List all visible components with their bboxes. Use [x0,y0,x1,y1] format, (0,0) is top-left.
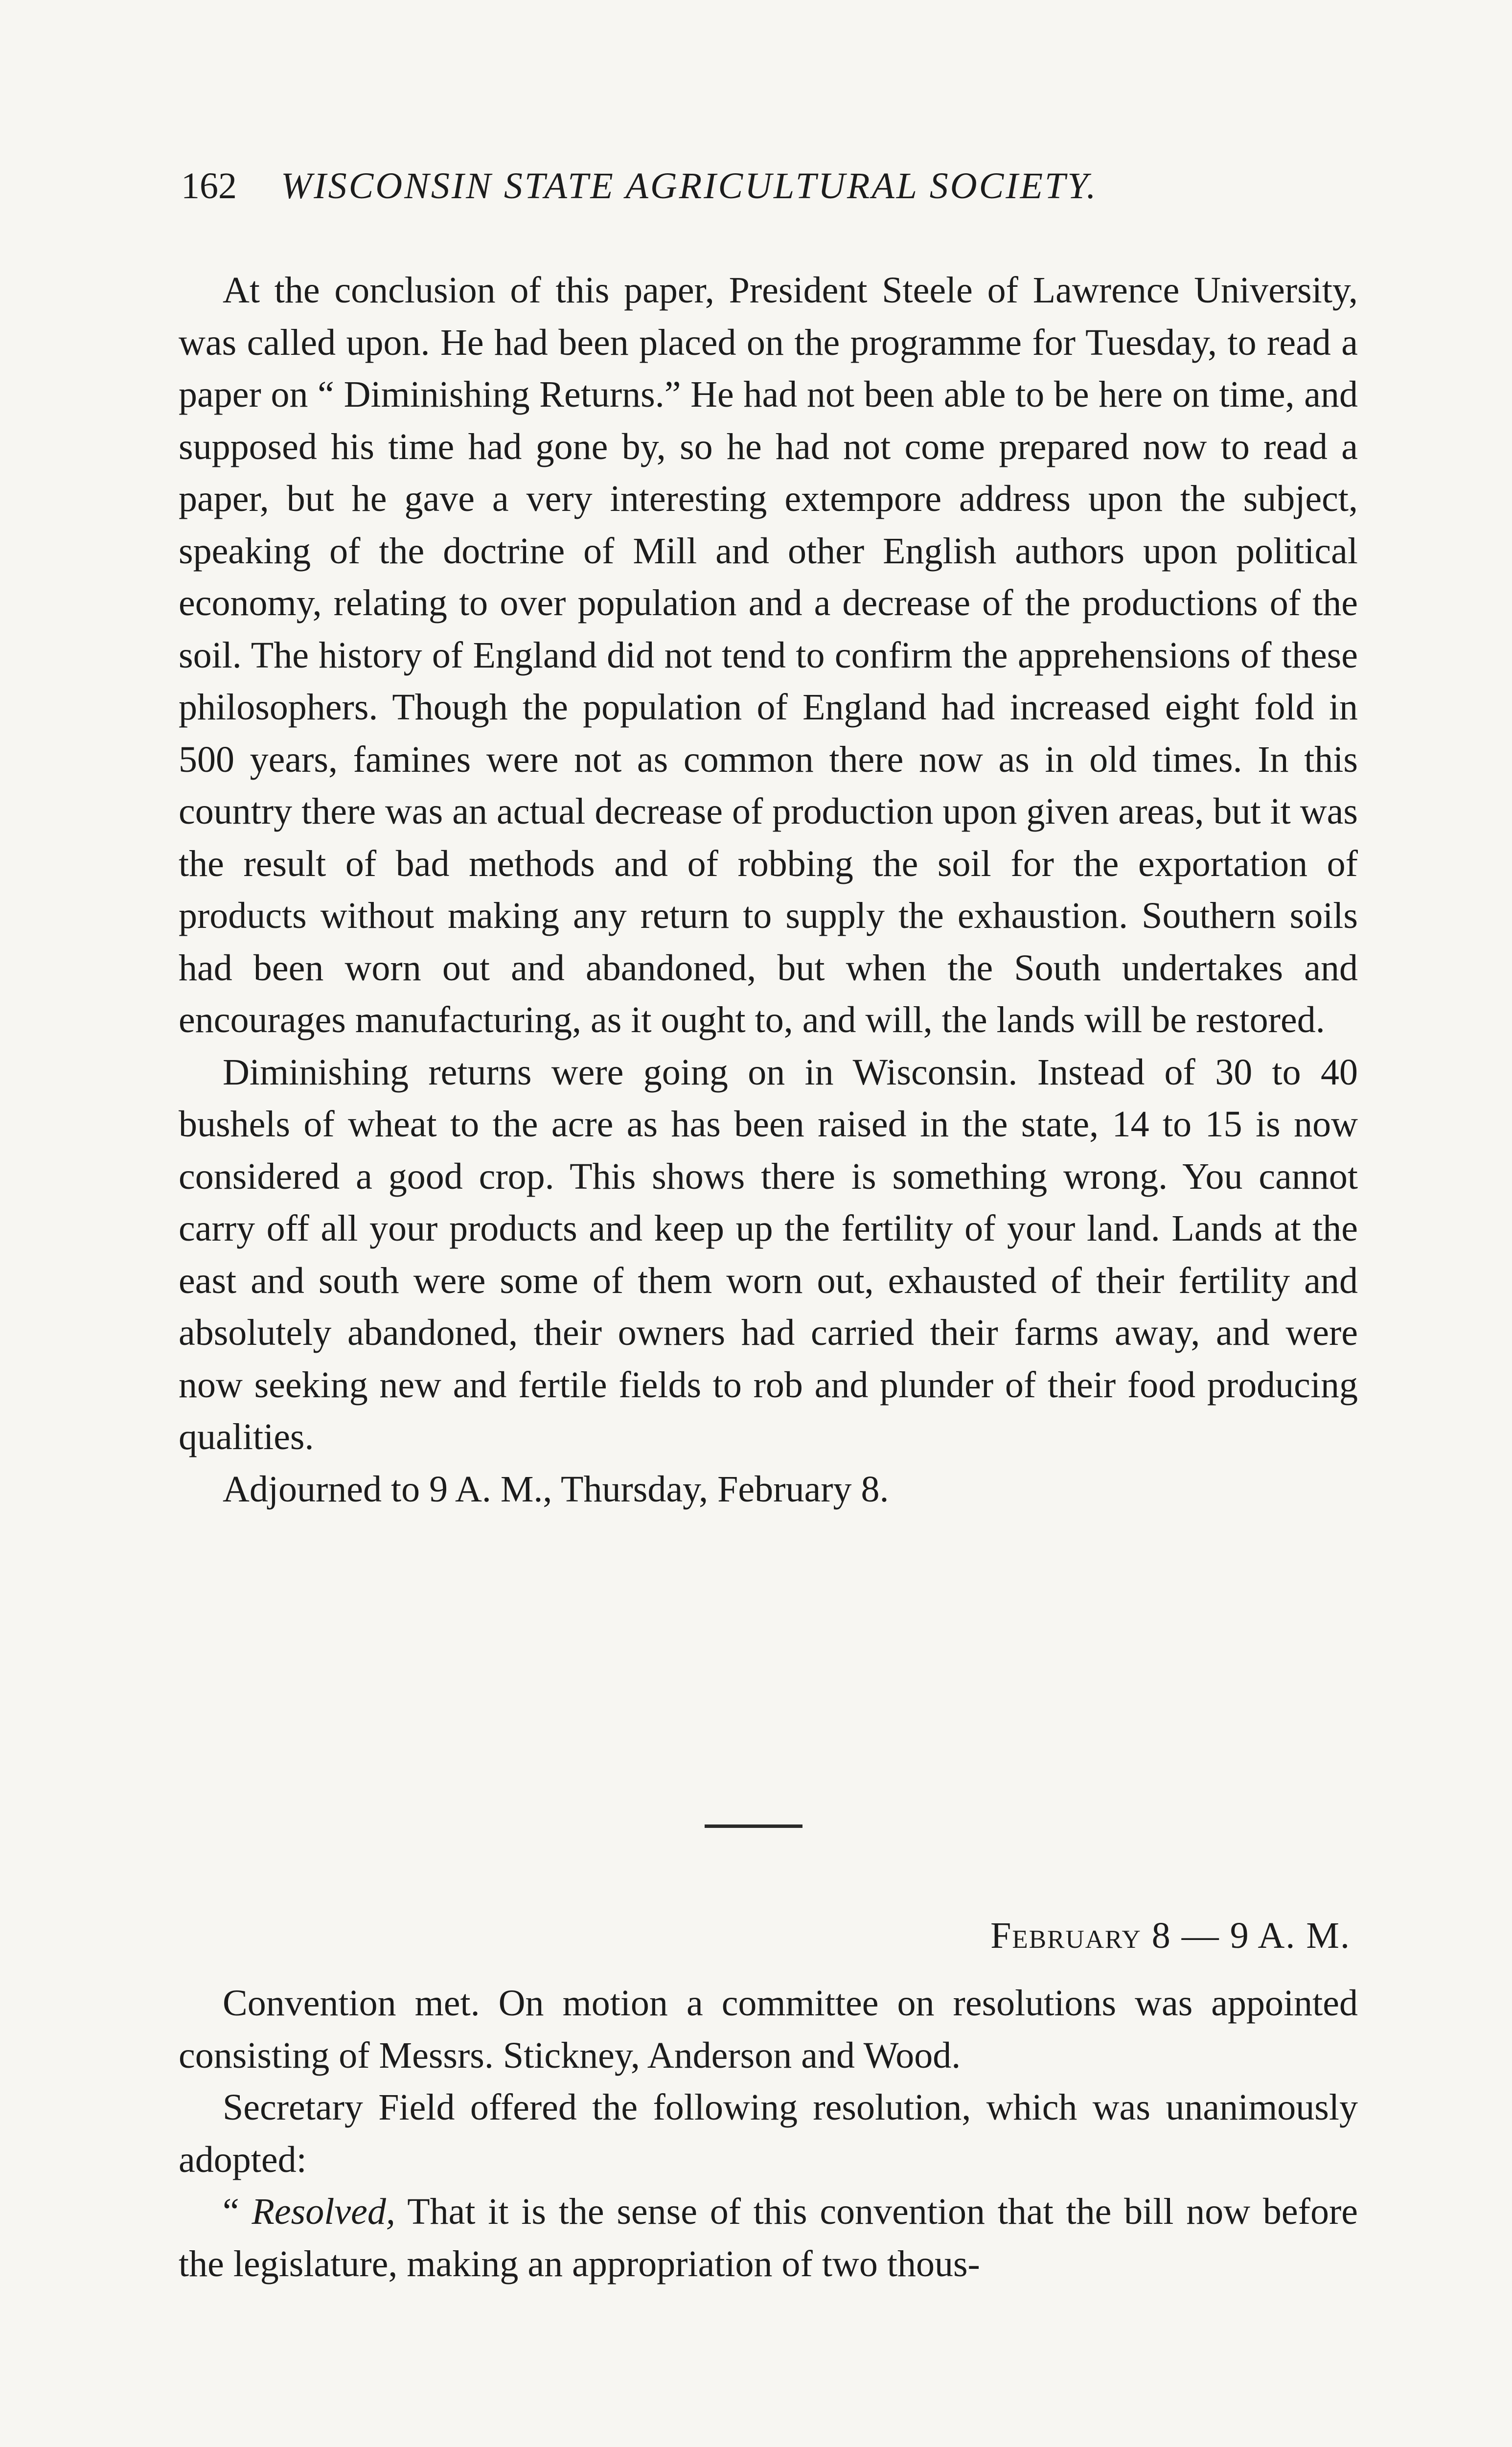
journal-title: WISCONSIN STATE AGRICULTURAL SOCIETY. [281,165,1098,207]
running-head [181,162,1355,210]
paragraph-diminishing-returns: Diminishing returns were going on in Wisconsin. Instead of 30 to 40 bushels of wheat to the acre as has been raised in the state, 14 to 15 is now considered a good crop. This shows there is something wrong. You cannot carry off all your products and keep up the fertility of your land. Lands at the east and south were some of them worn out, exhausted of their fertility and absolutely abandoned, their owners had carried their farms away, and were now seeking new and fertile fields to rob and plunder of their food producing qualities. [179,1051,1358,1457]
body-text-second-session [179,1977,1358,2290]
paragraph-secretary-field: Secretary Field offered the following resolution, which was unanimously adopted: [179,2087,1358,2180]
resolution-open-quote: “ [223,2191,252,2232]
paragraph-adjourned: Adjourned to 9 A. M., Thursday, February 8. [223,1468,889,1510]
resolution-text: That it is the sense of this convention that the bill now before the legislature, making an appropriation of two thous- [179,2191,1358,2285]
page-number: 162 [181,165,237,207]
section-divider [705,1824,802,1828]
body-text [179,264,1358,1515]
paragraph-resolution [179,2186,1358,2290]
resolution-keyword: Resolved, [252,2191,395,2232]
session-dateline: February 8 — 9 A. M. [990,1915,1351,1956]
paragraph-steele-address: At the conclusion of this paper, President Steele of Lawrence University, was called upon. He had been placed on the programme for Tuesday, to read a paper on “ Diminishing Returns.” He had not been able to be here on time, and supposed his time had gone by, so he had not come prepared now to read a paper, but he gave a very interesting extempore address upon the subject, speaking of the doctrine of Mill and other English authors upon political economy, relating to over population and a decrease of the productions of the soil. The history of England did not tend to confirm the apprehensions of these philosophers. Though the population of England had increased eight fold in 500 years, famines were not as common there now as in old times. In this country there was an actual decrease of production upon given areas, but it was the result of bad methods and of robbing the soil for the exportation of products without making any return to supply the exhaustion. Southern soils had been worn out and abandoned, but when the South undertakes and encourages manufacturing, as it ought to, and will, the lands will be restored. [179,270,1358,1040]
paragraph-convention-met: Convention met. On motion a committee on resolutions was appointed consisting of Messrs. Stickney, Anderson and Wood. [179,1983,1358,2076]
